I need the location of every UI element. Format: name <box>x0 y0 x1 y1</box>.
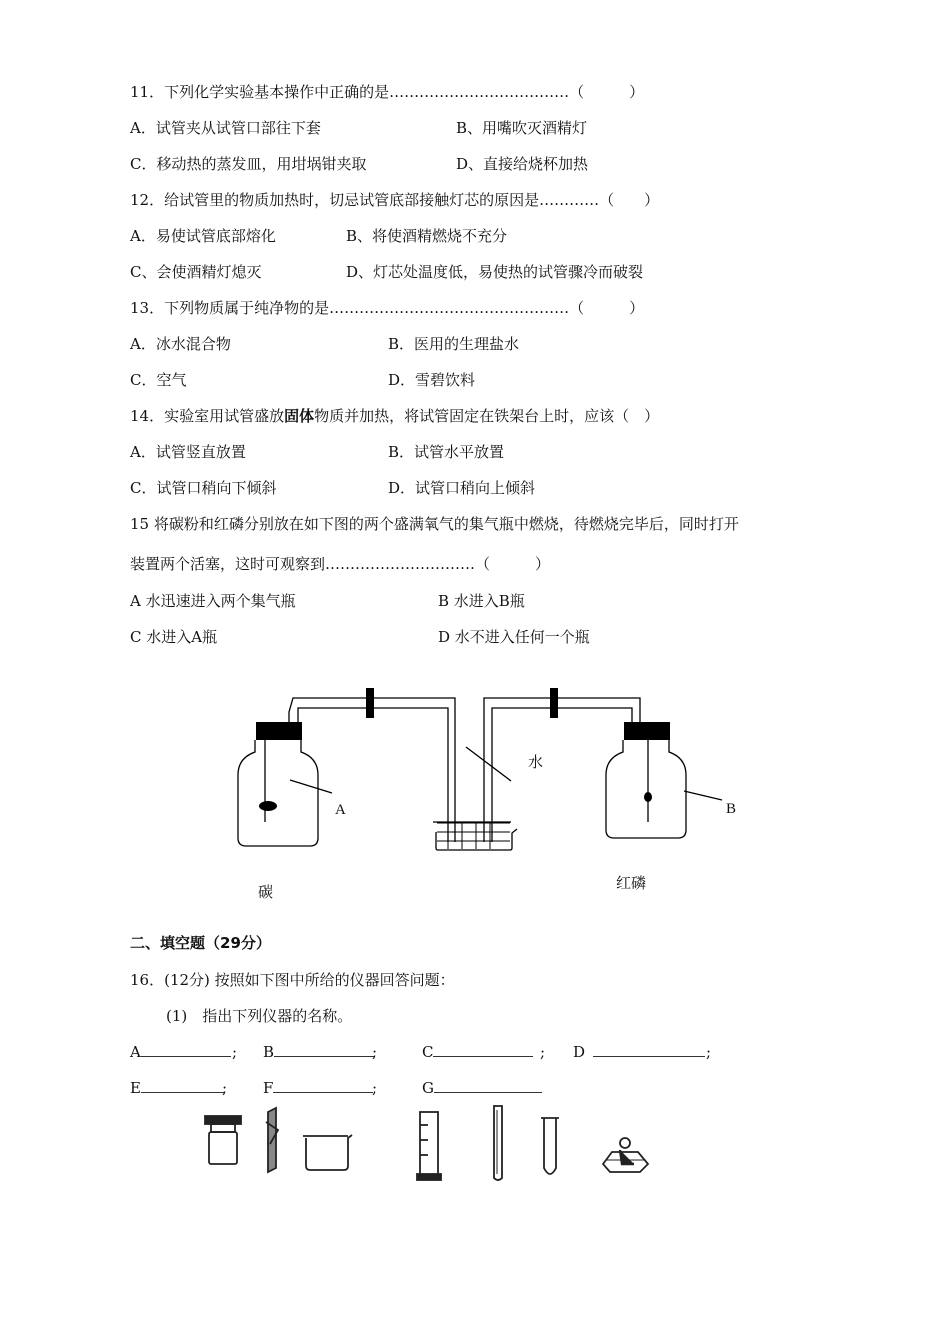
q11-option-d: D、直接给烧杯加热 <box>456 155 589 173</box>
q15-stem-2: 装置两个活塞，这时可观察到…………………………（ ） <box>130 555 551 573</box>
q12-option-d: D、灯芯处温度低，易使热的试管骤冷而破裂 <box>346 263 644 281</box>
label-a: A <box>335 802 346 818</box>
blank-a: A <box>130 1042 231 1062</box>
q11-option-c: C．移动热的蒸发皿，用坩埚钳夹取 <box>130 155 367 173</box>
q13-option-b: B．医用的生理盐水 <box>388 335 520 353</box>
label-red-phosphorus: 红磷 <box>616 874 647 892</box>
q14-option-b: B．试管水平放置 <box>388 443 505 461</box>
q13-option-c: C．空气 <box>130 371 187 389</box>
label-water: 水 <box>528 753 544 771</box>
blank-g: G <box>422 1078 542 1098</box>
q14-stem: 14．实验室用试管盛放固体物质并加热，将试管固定在铁架台上时，应该（ ） <box>130 407 660 425</box>
sep-2: ; <box>372 1043 378 1061</box>
q15-option-c: C 水进入A瓶 <box>130 628 218 646</box>
blank-e: E <box>130 1078 225 1098</box>
q11-option-a: A．试管夹从试管口部往下套 <box>130 119 321 137</box>
q16-stem: 16．(12分) 按照如下图中所给的仪器回答问题： <box>130 971 455 989</box>
q14-option-c: C．试管口稍向下倾斜 <box>130 479 277 497</box>
blank-f: F <box>263 1078 373 1098</box>
sep-5: ; <box>222 1079 228 1097</box>
blank-c: C <box>422 1042 533 1062</box>
q14-bold-word: 固体 <box>284 407 315 425</box>
label-carbon: 碳 <box>258 883 274 901</box>
sep-1: ; <box>232 1043 238 1061</box>
medicine-spoon-icon <box>266 1108 278 1172</box>
graduated-cylinder-icon <box>417 1112 441 1180</box>
q13-stem: 13．下列物质属于纯净物的是…………………………………………（ ） <box>130 299 645 317</box>
test-tube-icon <box>541 1118 559 1174</box>
q16-sub-1: (1) 指出下列仪器的名称。 <box>166 1007 353 1025</box>
q15-option-d: D 水不进入任何一个瓶 <box>438 628 590 646</box>
q15-option-b: B 水进入B瓶 <box>438 592 525 610</box>
q15-option-a: A 水迅速进入两个集气瓶 <box>130 592 296 610</box>
label-b: B <box>726 801 737 817</box>
sep-4: ; <box>706 1043 712 1061</box>
q11-option-b: B、用嘴吹灭酒精灯 <box>456 119 588 137</box>
glass-tube-icon <box>494 1106 502 1180</box>
section-2-title: 二、填空题（29分） <box>130 934 271 952</box>
q15-stem-1: 15 将碳粉和红磷分别放在如下图的两个盛满氧气的集气瓶中燃烧，待燃烧完毕后，同时打开 <box>130 515 739 533</box>
reagent-bottle-icon <box>205 1116 241 1164</box>
sep-3: ; <box>540 1043 546 1061</box>
q12-option-b: B、将使酒精燃烧不充分 <box>346 227 508 245</box>
q12-stem: 12．给试管里的物质加热时，切忌试管底部接触灯芯的原因是…………（ ） <box>130 191 660 209</box>
q11-stem: 11．下列化学实验基本操作中正确的是………………………………（ ） <box>130 83 645 101</box>
q13-option-a: A．冰水混合物 <box>130 335 231 353</box>
q12-option-c: C、会使酒精灯熄灭 <box>130 263 262 281</box>
beaker-icon <box>303 1135 352 1170</box>
blank-d: D <box>573 1042 705 1062</box>
sep-6: ; <box>372 1079 378 1097</box>
q13-option-d: D．雪碧饮料 <box>388 371 476 389</box>
alcohol-lamp-icon <box>603 1138 648 1172</box>
q14-option-a: A．试管竖直放置 <box>130 443 246 461</box>
blank-b: B <box>263 1042 374 1062</box>
q12-option-a: A．易使试管底部熔化 <box>130 227 276 245</box>
q14-option-d: D．试管口稍向上倾斜 <box>388 479 536 497</box>
